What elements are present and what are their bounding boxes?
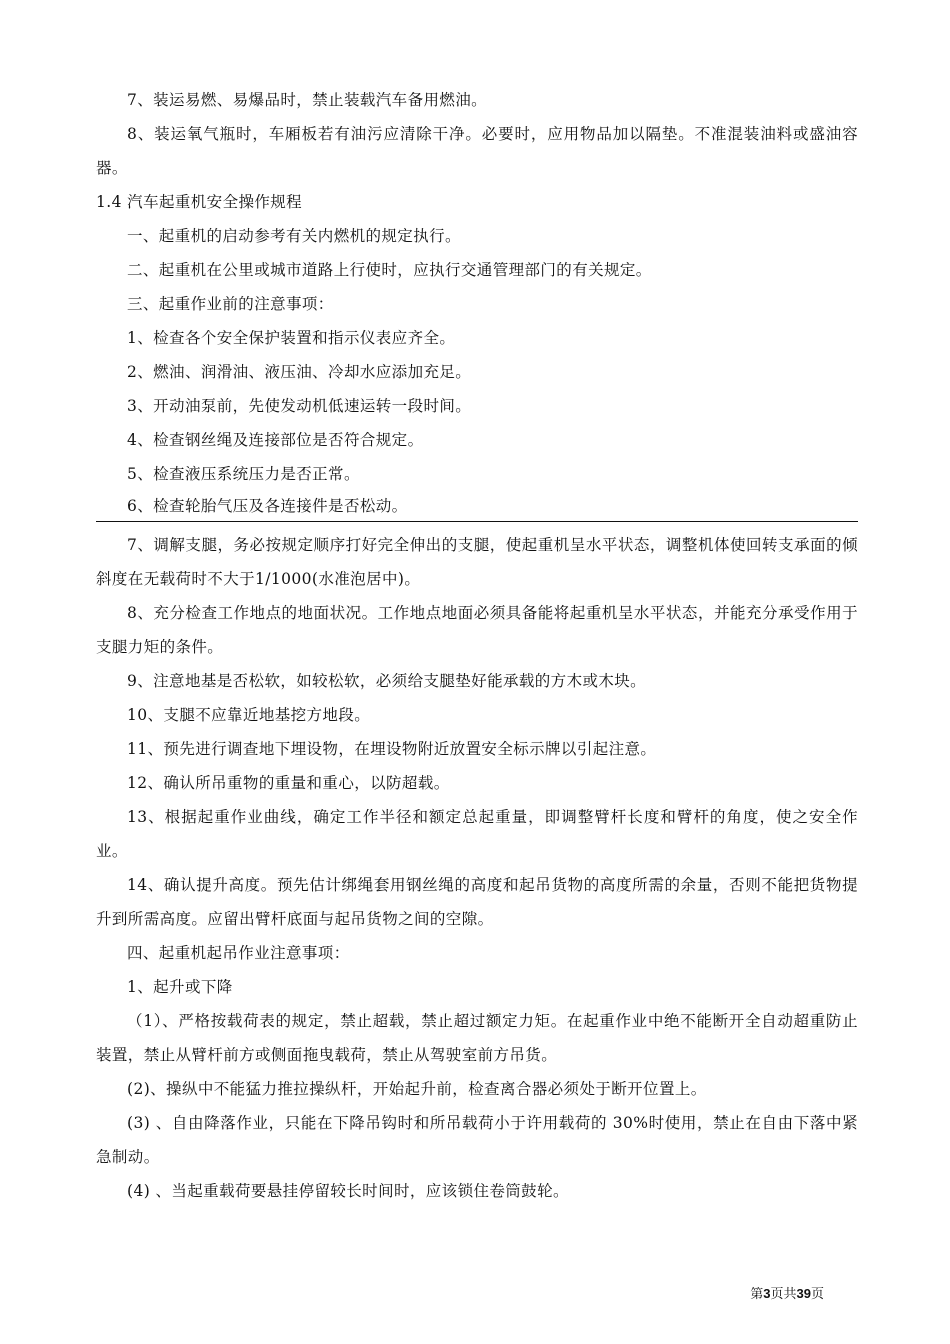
list-item: 6、检查轮胎气压及各连接件是否松动。 — [127, 497, 408, 515]
list-item: 4、检查钢丝绳及连接部位是否符合规定。 — [127, 431, 424, 449]
list-item: 12、确认所吊重物的重量和重心，以防超载。 — [127, 774, 450, 792]
paragraph: 三、起重作业前的注意事项： — [127, 295, 334, 313]
paragraph: 二、起重机在公里或城市道路上行使时，应执行交通管理部门的有关规定。 — [127, 261, 652, 279]
list-item: (4) 、当起重载荷要悬挂停留较长时间时，应该锁住卷筒鼓轮。 — [127, 1182, 569, 1200]
footer-middle: 页共 — [770, 1286, 797, 1301]
list-item: 11、预先进行调查地下埋设物，在埋设物附近放置安全标示牌以引起注意。 — [127, 740, 657, 758]
list-item: 10、支腿不应靠近地基挖方地段。 — [127, 706, 371, 724]
horizontal-rule — [96, 521, 858, 522]
list-item: (3) 、自由降落作业，只能在下降吊钩时和所吊载荷小于许用载荷的 30%时使用，禁止在自由下落中紧急制动。 — [96, 1114, 858, 1166]
list-item: (2)、操纵中不能猛力推拉操纵杆，开始起升前，检查离合器必须处于断开位置上。 — [127, 1080, 707, 1098]
total-page-count: 39 — [796, 1286, 811, 1301]
list-item: 5、检查液压系统压力是否正常。 — [127, 465, 360, 483]
list-item: （1）、严格按载荷表的规定，禁止超载，禁止超过额定力矩。在起重作业中绝不能断开全自动超重防止装置，禁止从臂杆前方或侧面拖曳载荷，禁止从驾驶室前方吊货。 — [96, 1012, 858, 1064]
page-footer — [750, 1283, 824, 1302]
document-body — [96, 83, 858, 1208]
section-heading: 1.4 汽车起重机安全操作规程 — [96, 193, 303, 211]
list-item: 3、开动油泵前，先使发动机低速运转一段时间。 — [127, 397, 472, 415]
list-item: 7、调解支腿，务必按规定顺序打好完全伸出的支腿，使起重机呈水平状态，调整机体使回转支承面的倾斜度在无载荷时不大于1/1000(水准泡居中)。 — [96, 536, 858, 588]
paragraph: 四、起重机起吊作业注意事项： — [127, 944, 350, 962]
footer-prefix: 第 — [750, 1286, 764, 1301]
paragraph: 一、起重机的启动参考有关内燃机的规定执行。 — [127, 227, 461, 245]
footer-suffix: 页 — [810, 1286, 824, 1301]
list-item: 1、检查各个安全保护装置和指示仪表应齐全。 — [127, 329, 456, 347]
list-item: 14、确认提升高度。预先估计绑绳套用钢丝绳的高度和起吊货物的高度所需的余量，否则不能把货物提升到所需高度。应留出臂杆底面与起吊货物之间的空隙。 — [96, 876, 858, 928]
paragraph: 7、装运易燃、易爆品时，禁止装载汽车备用燃油。 — [127, 91, 488, 109]
current-page-number: 3 — [763, 1286, 771, 1301]
list-item: 2、燃油、润滑油、液压油、冷却水应添加充足。 — [127, 363, 472, 381]
paragraph: 8、装运氧气瓶时，车厢板若有油污应清除干净。必要时，应用物品加以隔垫。不准混装油料或盛油容器。 — [96, 125, 858, 177]
list-item: 1、起升或下降 — [127, 978, 233, 996]
list-item: 13、根据起重作业曲线，确定工作半径和额定总起重量，即调整臂杆长度和臂杆的角度，使之安全作业。 — [96, 808, 858, 860]
list-item: 8、充分检查工作地点的地面状况。工作地点地面必须具备能将起重机呈水平状态，并能充分承受作用于支腿力矩的条件。 — [96, 604, 858, 656]
list-item: 9、注意地基是否松软，如较松软，必须给支腿垫好能承载的方木或木块。 — [127, 672, 647, 690]
